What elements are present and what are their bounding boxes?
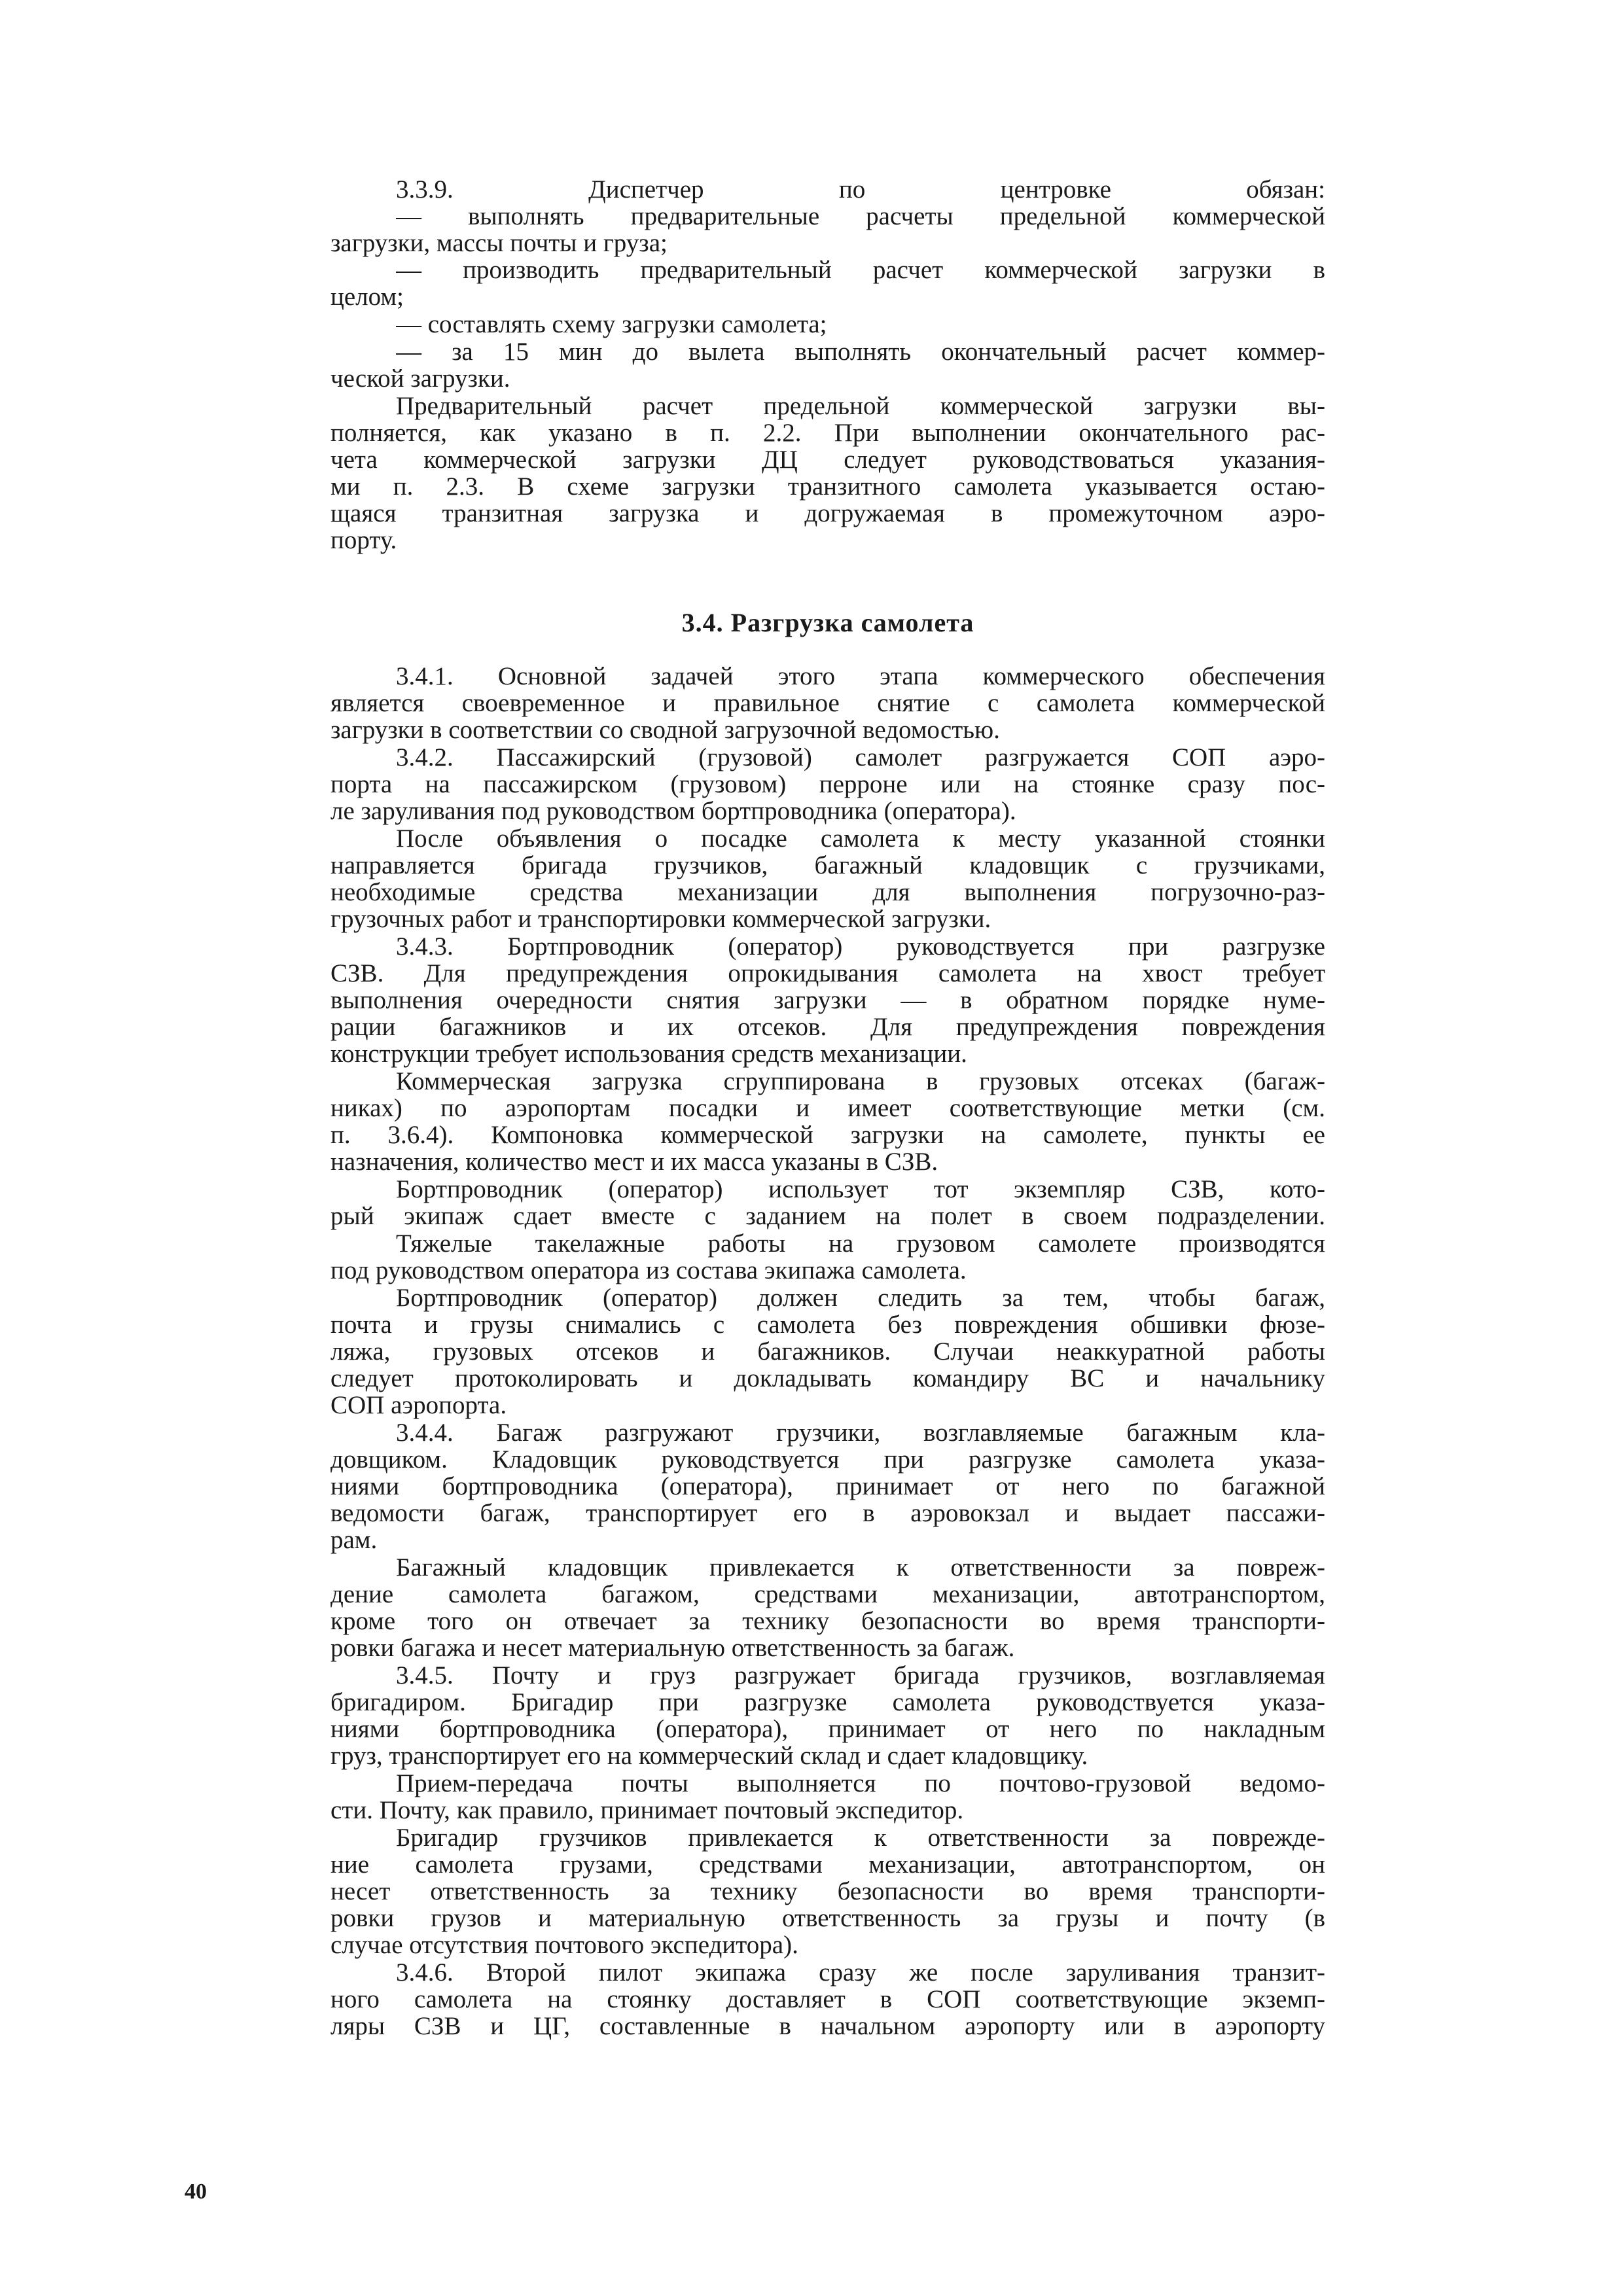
text-line: ляры СЗВ и ЦГ, составленные в начальном аэропорту или в аэропорту — [330, 2012, 1325, 2040]
text-line: ниями бортпроводника (оператора), принимает от него по багажной — [330, 1472, 1325, 1500]
text-line: сти. Почту, как правило, принимает почтовый экспедитор. — [330, 1796, 964, 1824]
text-line: 3.4.3. Бортпроводник (оператор) руководствуется при разгрузке — [396, 932, 1325, 961]
section-heading: 3.4. Разгрузка самолета — [681, 608, 974, 637]
text-line: СОП аэропорта. — [330, 1391, 507, 1419]
text-line: ведомости багаж, транспортирует его в аэровокзал и выдает пассажи- — [330, 1499, 1325, 1527]
page-number: 40 — [185, 2180, 207, 2204]
text-line: направляется бригада грузчиков, багажный кладовщик с грузчиками, — [330, 851, 1325, 879]
text-line: — производить предварительный расчет коммерческой загрузки в — [396, 256, 1325, 284]
text-line: Багажный кладовщик привлекается к ответственности за повреж- — [396, 1553, 1325, 1581]
text-line: конструкции требует использования средств механизации. — [330, 1040, 967, 1068]
text-line: порта на пассажирском (грузовом) перроне или на стоянке сразу пос- — [330, 770, 1325, 798]
text-line: почта и грузы снимались с самолета без повреждения обшивки фюзе- — [330, 1311, 1325, 1339]
text-line: необходимые средства механизации для выполнения погрузочно-раз- — [330, 878, 1325, 906]
text-line: дение самолета багажом, средствами механизации, автотранспортом, — [330, 1580, 1325, 1608]
text-line: ровки грузов и материальную ответственность за грузы и почту (в — [330, 1904, 1325, 1932]
text-line: — за 15 мин до вылета выполнять окончательный расчет коммер- — [396, 338, 1325, 366]
text-line: 3.4.1. Основной задачей этого этапа коммерческого обеспечения — [396, 662, 1325, 690]
text-line: ле заруливания под руководством бортпроводника (оператора). — [330, 797, 1016, 825]
text-line: — составлять схему загрузки самолета; — [396, 310, 827, 338]
text-line: Бортпроводник (оператор) должен следить за тем, чтобы багаж, — [396, 1284, 1325, 1312]
text-line: ческой загрузки. — [330, 364, 510, 393]
text-line: назначения, количество мест и их масса указаны в СЗВ. — [330, 1148, 938, 1176]
text-line: случае отсутствия почтового экспедитора). — [330, 1931, 798, 1959]
text-line: бригадиром. Бригадир при разгрузке самолета руководствуется указа- — [330, 1688, 1325, 1716]
text-line: загрузки в соответствии со сводной загрузочной ведомостью. — [330, 716, 1000, 744]
text-line: полняется, как указано в п. 2.2. При выполнении окончательного рас- — [330, 419, 1325, 447]
text-line: 3.4.4. Багаж разгружают грузчики, возглавляемые багажным кла- — [396, 1419, 1325, 1447]
text-line: ровки багажа и несет материальную ответственность за багаж. — [330, 1634, 1015, 1662]
text-line: несет ответственность за технику безопасности во время транспорти- — [330, 1877, 1325, 1905]
text-line: Предварительный расчет предельной коммерческой загрузки вы- — [396, 392, 1325, 420]
text-line: 3.4.5. Почту и груз разгружает бригада грузчиков, возглавляемая — [396, 1661, 1325, 1689]
text-line: После объявления о посадке самолета к месту указанной стоянки — [396, 824, 1325, 853]
text-line: никах) по аэропортам посадки и имеет соответствующие метки (см. — [330, 1094, 1325, 1122]
text-line: выполнения очередности снятия загрузки — в обратном порядке нуме- — [330, 986, 1325, 1014]
text-line: рации багажников и их отсеков. Для предупреждения повреждения — [330, 1013, 1325, 1041]
text-line: довщиком. Кладовщик руководствуется при разгрузке самолета указа- — [330, 1445, 1325, 1474]
text-line: следует протоколировать и докладывать командиру ВС и начальнику — [330, 1364, 1325, 1392]
text-line: щаяся транзитная загрузка и догружаемая в промежуточном аэро- — [330, 499, 1325, 527]
text-line: 3.4.2. Пассажирский (грузовой) самолет разгружается СОП аэро- — [396, 743, 1325, 771]
text-line: — выполнять предварительные расчеты предельной коммерческой — [396, 202, 1325, 230]
text-line: 3.3.9. Диспетчер по центровке обязан: — [396, 175, 1325, 203]
text-line: является своевременное и правильное снятие с самолета коммерческой — [330, 689, 1325, 717]
text-line: ляжа, грузовых отсеков и багажников. Случаи неаккуратной работы — [330, 1337, 1325, 1366]
text-line: рый экипаж сдает вместе с заданием на полет в своем подразделении. — [330, 1202, 1325, 1230]
text-line: Бригадир грузчиков привлекается к ответственности за поврежде- — [396, 1824, 1325, 1852]
text-line: грузочных работ и транспортировки коммерческой загрузки. — [330, 905, 991, 933]
text-line: ного самолета на стоянку доставляет в СОП соответствующие экземп- — [330, 1985, 1325, 2013]
text-line: Тяжелые такелажные работы на грузовом самолете производятся — [396, 1229, 1325, 1258]
text-line: чета коммерческой загрузки ДЦ следует руководствоваться указания- — [330, 446, 1325, 474]
text-line: под руководством оператора из состава экипажа самолета. — [330, 1256, 967, 1284]
text-line: рам. — [330, 1526, 378, 1554]
text-line: ми п. 2.3. В схеме загрузки транзитного самолета указывается остаю- — [330, 472, 1325, 501]
text-line: Прием-передача почты выполняется по почтово-грузовой ведомо- — [396, 1769, 1325, 1797]
text-line: Бортпроводник (оператор) использует тот экземпляр СЗВ, кото- — [396, 1175, 1325, 1203]
text-line: целом; — [330, 283, 404, 311]
text-line: ние самолета грузами, средствами механизации, автотранспортом, он — [330, 1850, 1325, 1879]
text-line: груз, транспортирует его на коммерческий склад и сдает кладовщику. — [330, 1742, 1088, 1770]
text-line: загрузки, массы почты и груза; — [330, 229, 668, 257]
text-line: кроме того он отвечает за технику безопасности во время транспорти- — [330, 1607, 1325, 1635]
text-line: Коммерческая загрузка сгруппирована в грузовых отсеках (багаж- — [396, 1067, 1325, 1095]
text-line: п. 3.6.4). Компоновка коммерческой загрузки на самолете, пункты ее — [330, 1121, 1325, 1149]
text-line: порту. — [330, 526, 397, 554]
text-line: СЗВ. Для предупреждения опрокидывания самолета на хвост требует — [330, 959, 1325, 987]
text-line: 3.4.6. Второй пилот экипажа сразу же после заруливания транзит- — [396, 1958, 1325, 1987]
text-line: ниями бортпроводника (оператора), принимает от него по накладным — [330, 1715, 1325, 1743]
